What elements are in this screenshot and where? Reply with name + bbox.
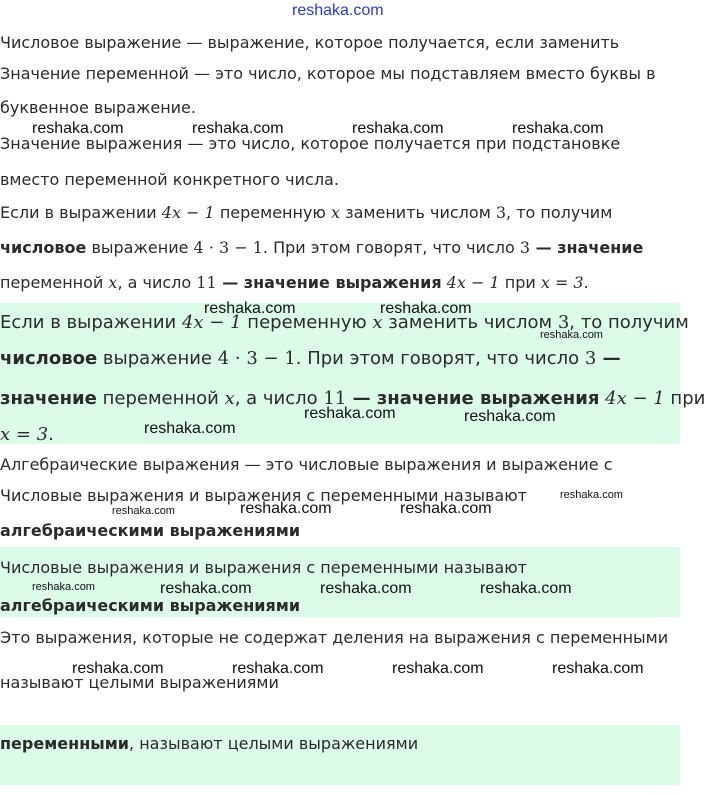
definition-variable-value-cont: буквенное выражение.	[0, 98, 196, 117]
watermark: reshaka.com	[540, 329, 603, 341]
algebraic-line-2: алгебраическими выражениями	[0, 521, 301, 540]
watermark: reshaka.com	[392, 660, 484, 677]
example-line-1: Если в выражении 4x − 1 переменную x заменить числом 3, то получим	[0, 203, 613, 222]
algebraic-line-1: Числовые выражения и выражения с переменными называют	[0, 486, 527, 505]
watermark: reshaka.com	[72, 660, 164, 677]
watermark: reshaka.com	[112, 505, 175, 517]
definition-algebraic: Алгебраические выражения — это числовые выражения и выражение с	[0, 455, 613, 474]
definition-whole: Это выражения, которые не содержат деления на выражения с переменными	[0, 628, 669, 647]
watermark: reshaka.com	[204, 300, 296, 317]
watermark: reshaka.com	[380, 300, 472, 317]
watermark: reshaka.com	[160, 580, 252, 597]
algebraic-highlight-line-2: алгебраическими выражениями	[0, 596, 301, 615]
whole-highlight-line: переменными, называют целыми выражениями	[0, 734, 419, 753]
example-highlight-line-4: x = 3.	[0, 424, 54, 445]
algebraic-highlight-line-1: Числовые выражения и выражения с переменными называют	[0, 558, 527, 577]
definition-numeric-expression: Числовое выражение — выражение, которое получается, если заменить	[0, 33, 620, 52]
watermark: reshaka.com	[232, 660, 324, 677]
definition-variable-value: Значение переменной — это число, которое мы подставляем вместо буквы в	[0, 64, 656, 83]
watermark: reshaka.com	[144, 420, 236, 437]
watermark: reshaka.com	[400, 500, 492, 517]
example-line-2: числовое выражение 4 · 3 − 1. При этом говорят, что число 3 — значение	[0, 238, 644, 257]
watermark: reshaka.com	[480, 580, 572, 597]
whole-line-2: называют целыми выражениями	[0, 673, 279, 692]
definition-expression-value: Значение выражения — это число, которое получается при подстановке	[0, 134, 621, 153]
watermark: reshaka.com	[320, 580, 412, 597]
watermark: reshaka.com	[304, 405, 396, 422]
example-highlight-line-2: числовое выражение 4 · 3 − 1. При этом говорят, что число 3 —	[0, 348, 621, 369]
example-highlight-line-3: значение переменной x, а число 11 — значение выражения 4x − 1 при	[0, 388, 705, 409]
watermark: reshaka.com	[352, 120, 444, 137]
watermark: reshaka.com	[32, 581, 95, 593]
definition-expression-value-cont: вместо переменной конкретного числа.	[0, 170, 339, 189]
watermark: reshaka.com	[240, 500, 332, 517]
watermark: reshaka.com	[552, 660, 644, 677]
example-line-3: переменной x, а число 11 — значение выражения 4x − 1 при x = 3.	[0, 273, 589, 292]
site-header-link[interactable]: reshaka.com	[292, 2, 384, 19]
watermark: reshaka.com	[512, 120, 604, 137]
watermark: reshaka.com	[192, 120, 284, 137]
watermark: reshaka.com	[560, 489, 623, 501]
watermark: reshaka.com	[464, 408, 556, 425]
watermark: reshaka.com	[32, 120, 124, 137]
example-highlight-line-1: Если в выражении 4x − 1 переменную x заменить числом 3, то получим	[0, 312, 689, 333]
